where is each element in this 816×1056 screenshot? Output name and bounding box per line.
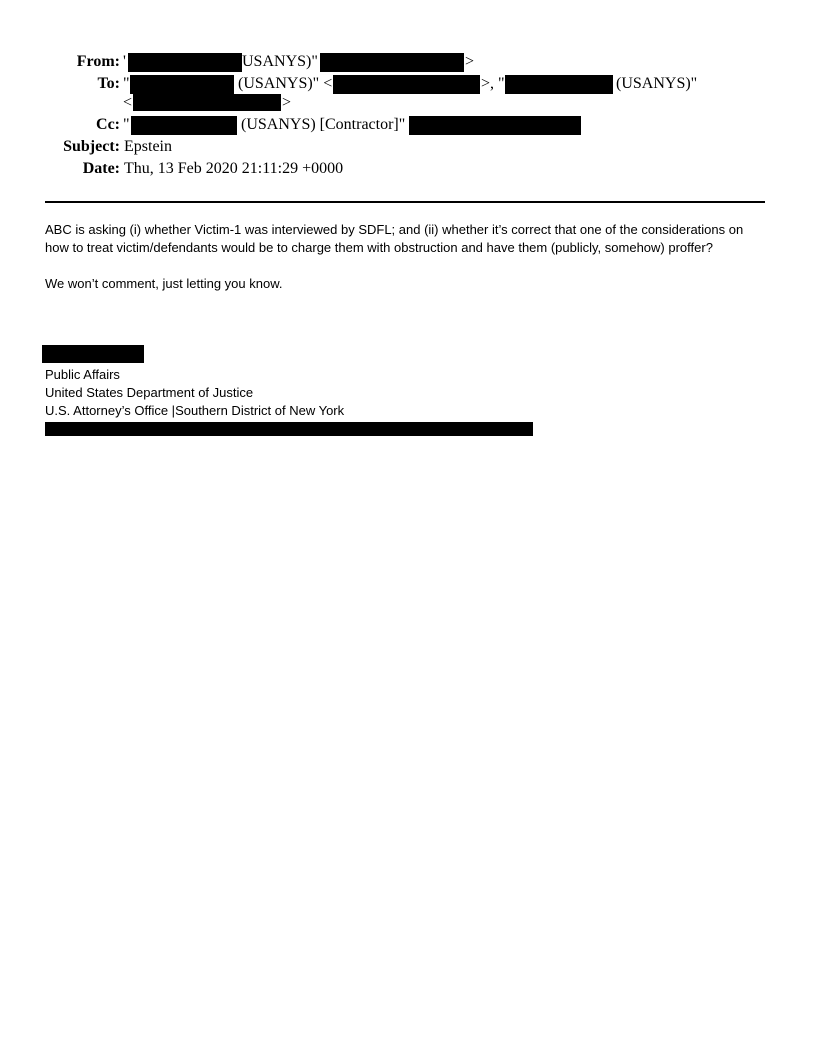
redaction-box (320, 53, 464, 72)
redaction-box (42, 345, 144, 363)
to-quote: " (123, 75, 130, 92)
body-paragraph-1-line-1: ABC is asking (i) whether Victim-1 was interviewed by SDFL; and (ii) whether it’s correct that one of the considerations on (45, 222, 744, 237)
from-org: USANYS)" (242, 53, 318, 70)
redaction-box (45, 422, 533, 436)
from-bracket: > (465, 53, 475, 70)
signature-line-3: U.S. Attorney’s Office |Southern District of New York (45, 403, 345, 418)
from-quote: ' (123, 53, 126, 70)
body-paragraph-2: We won’t comment, just letting you know. (45, 276, 283, 291)
to-cont-close: > (282, 94, 292, 111)
to-org-2: (USANYS)" (616, 75, 698, 92)
redaction-box (505, 75, 613, 94)
to-cont-open: < (123, 94, 133, 111)
to-org-1: (USANYS)" < (238, 75, 333, 92)
redaction-box (128, 53, 242, 72)
cc-quote: " (123, 116, 130, 133)
date-label: Date: (82, 160, 120, 177)
cc-org: (USANYS) [Contractor]" (241, 116, 406, 133)
to-label: To: (97, 75, 120, 92)
subject-value: Epstein (124, 138, 172, 155)
from-label: From: (76, 53, 120, 70)
subject-label: Subject: (63, 138, 120, 155)
redaction-box (409, 116, 581, 135)
cc-label: Cc: (96, 116, 120, 133)
redaction-box (131, 116, 237, 135)
date-value: Thu, 13 Feb 2020 21:11:29 +0000 (124, 160, 344, 177)
signature-line-2: United States Department of Justice (45, 385, 254, 400)
body-paragraph-1-line-2: how to treat victim/defendants would be to charge them with obstruction and have them (publicly, somehow) proffer? (45, 240, 713, 255)
redaction-box (133, 94, 281, 111)
signature-line-1: Public Affairs (45, 367, 120, 382)
redaction-box (130, 75, 234, 94)
redaction-box (333, 75, 480, 94)
header-divider (45, 201, 765, 203)
to-separator: >, " (481, 75, 505, 92)
